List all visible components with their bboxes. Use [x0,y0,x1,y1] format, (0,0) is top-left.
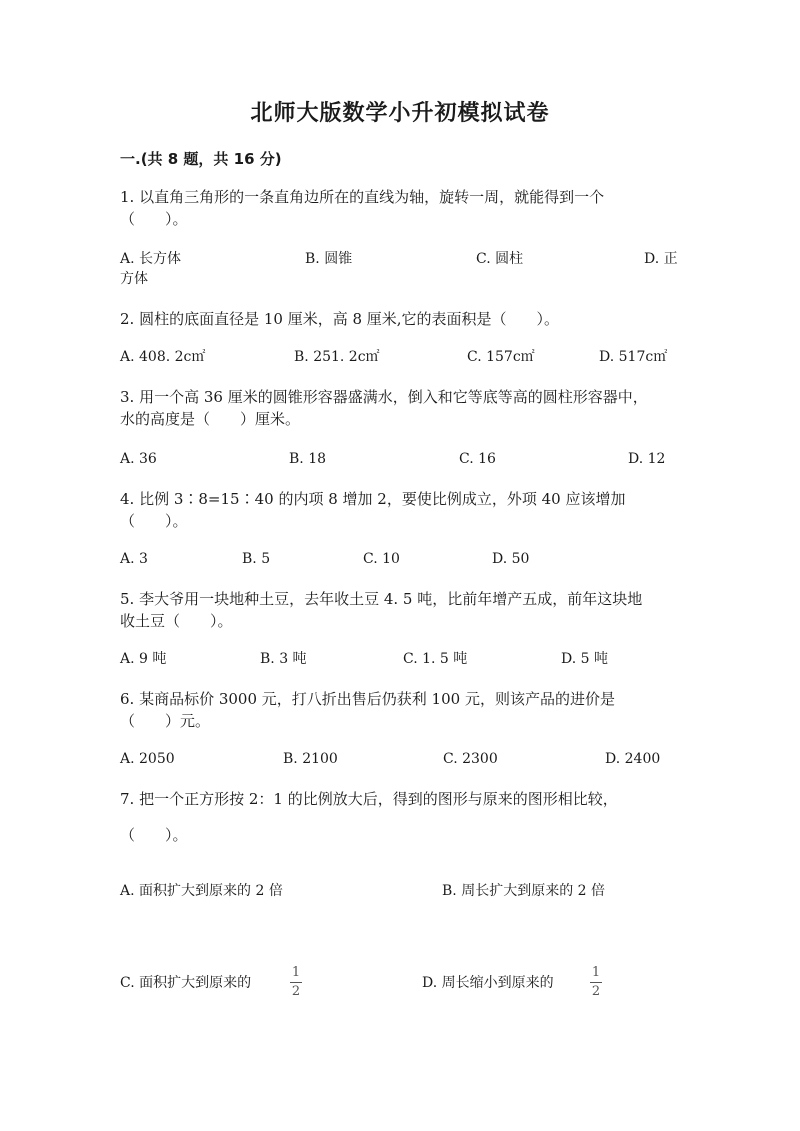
question-7-cont: （ ）。 [120,826,188,844]
option-d[interactable]: D. 50 [492,551,530,567]
question-2 [120,308,680,330]
option-a[interactable]: A. 长方体 [120,251,182,267]
option-c[interactable]: C. 面积扩大到原来的 [120,975,252,991]
question-text: 6. 某商品标价 3000 元，打八折出售后仍获利 100 元，则该产品的进价是 [120,690,615,708]
question-text-cont: （ ）。 [120,210,188,228]
fraction-bar [290,982,302,983]
question-text: 2. 圆柱的底面直径是 10 厘米，高 8 厘米,它的表面积是（ ）。 [120,310,560,328]
question-3 [120,386,680,430]
option-a[interactable]: A. 9 吨 [120,651,167,667]
option-c[interactable]: C. 10 [363,551,400,567]
option-d-cont: 方体 [120,271,148,287]
option-a[interactable]: A. 408. 2c㎡ [120,349,206,365]
option-c[interactable]: C. 圆柱 [476,251,524,267]
option-a[interactable]: A. 2050 [120,751,175,767]
option-b[interactable]: B. 2100 [283,751,338,767]
question-text: 1. 以直角三角形的一条直角边所在的直线为轴，旋转一周，就能得到一个 [120,188,605,206]
question-1 [120,186,680,230]
fraction-numerator: 1 [291,965,301,980]
question-text-cont: （ ）。 [120,512,188,530]
option-c[interactable]: C. 1. 5 吨 [403,651,468,667]
option-d[interactable]: D. 5 吨 [561,651,608,667]
question-text: 4. 比例 3∶8=15∶40 的内项 8 增加 2，要使比例成立，外项 40 应该增加 [120,490,626,508]
option-a[interactable]: A. 3 [120,551,148,567]
fraction-numerator: 1 [591,965,601,980]
option-d[interactable]: D. 517c㎡ [599,349,668,365]
option-d[interactable]: D. 正 [644,251,678,267]
option-c[interactable]: C. 157c㎡ [467,349,535,365]
question-text-cont: （ ）元。 [120,712,211,730]
option-d[interactable]: D. 2400 [605,751,661,767]
question-text: 5. 李大爷用一块地种土豆，去年收土豆 4. 5 吨，比前年增产五成，前年这块地 [120,590,643,608]
question-7 [120,788,680,810]
question-text-cont: 收土豆（ ）。 [120,612,233,630]
question-4 [120,488,680,532]
page-title: 北师大版数学小升初模拟试卷 [250,101,550,126]
question-6 [120,688,680,732]
option-c[interactable]: C. 16 [459,451,496,467]
fraction-one-half [590,966,602,999]
fraction-denominator: 2 [291,984,301,999]
option-b[interactable]: B. 251. 2c㎡ [294,349,380,365]
fraction-denominator: 2 [591,984,601,999]
fraction-one-half [290,966,302,999]
option-b[interactable]: B. 18 [289,451,327,467]
section-heading: 一.(共 8 题，共 16 分) [120,150,282,168]
question-text: 3. 用一个高 36 厘米的圆锥形容器盛满水，倒入和它等底等高的圆柱形容器中， [120,388,648,406]
option-a[interactable]: A. 面积扩大到原来的 2 倍 [120,883,283,899]
question-5 [120,588,680,632]
option-b[interactable]: B. 3 吨 [260,651,307,667]
question-text: 7. 把一个正方形按 2：1 的比例放大后，得到的图形与原来的图形相比较， [120,790,618,808]
option-b[interactable]: B. 5 [242,551,271,567]
option-a[interactable]: A. 36 [120,451,157,467]
option-b[interactable]: B. 周长扩大到原来的 2 倍 [442,883,605,899]
option-d[interactable]: D. 周长缩小到原来的 [422,975,554,991]
question-text-cont: 水的高度是（ ）厘米。 [120,410,301,428]
option-d[interactable]: D. 12 [628,451,666,467]
option-b[interactable]: B. 圆锥 [305,251,353,267]
option-c[interactable]: C. 2300 [443,751,498,767]
fraction-bar [590,982,602,983]
